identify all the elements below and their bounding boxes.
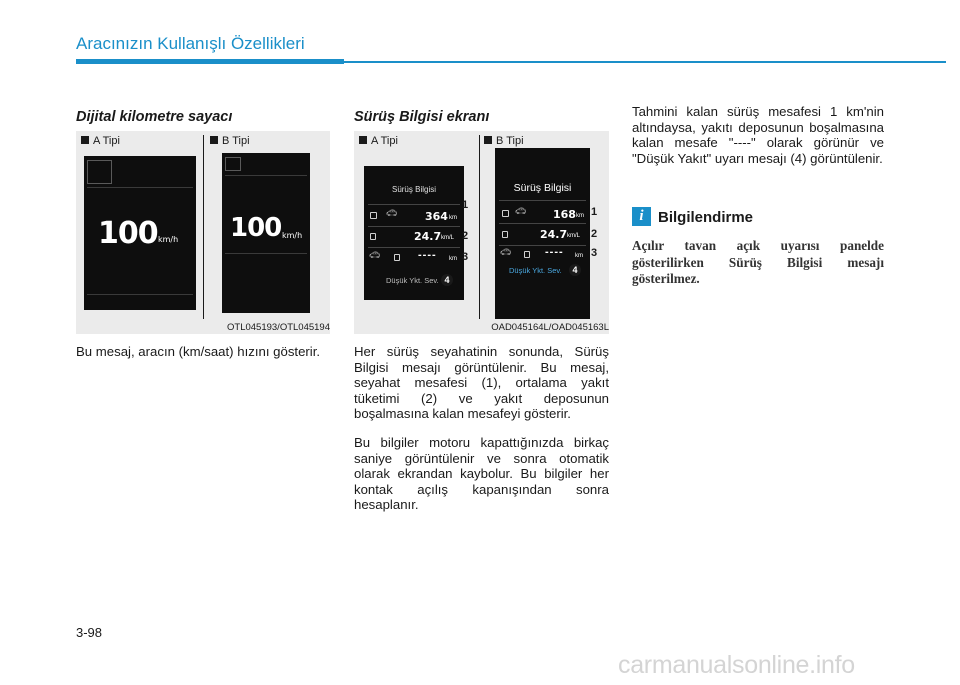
fuel-icon [394, 254, 400, 261]
car-icon: 🚗︎ [500, 247, 512, 257]
range-unit: km [575, 253, 583, 259]
figure-divider [203, 135, 204, 319]
speed-unit: km/h [158, 235, 179, 244]
trip-screen-title: Sürüş Bilgisi [391, 185, 436, 194]
trip-icon [370, 212, 377, 219]
callout-1: 1 [462, 199, 469, 211]
screen-divider [87, 187, 193, 188]
fuel-icon [370, 233, 376, 240]
low-fuel-warning: Düşük Ykt. Sev. [509, 266, 562, 275]
odometer-figure [76, 131, 330, 334]
screen-divider [225, 175, 307, 176]
watermark: carmanualsonline.info [618, 651, 855, 679]
odometer-screen-b [222, 153, 310, 313]
range-value: ---- [545, 246, 564, 258]
callout-4: 4 [569, 264, 581, 276]
screen-divider [87, 294, 193, 295]
callout-3: 3 [462, 251, 469, 263]
callout-1: 1 [591, 206, 598, 218]
square-bullet-icon [81, 136, 89, 144]
trip-distance-unit: km [449, 215, 457, 221]
display-corner-icon [87, 160, 112, 184]
figure-label-b: B Tipi [210, 135, 250, 147]
speed-value: 100 [230, 213, 282, 243]
car-icon: 🚗︎ [369, 250, 381, 260]
odometer-body: Bu mesaj, aracın (km/saat) hızını gösterir. [76, 344, 321, 359]
screen-divider [368, 247, 460, 248]
fuel-economy-value: 24.7 [414, 230, 442, 243]
fuel-economy-value: 24.7 [540, 228, 568, 241]
trip-body-1: Her sürüş seyahatinin sonunda, Sürüş Bilgisi mesajı görüntülenir. Bu mesaj, seyahat mesafesi (1), ortalama yakıt tüketimi (2) ve yakıt deposunun boşalmasına kalan mesafeyi gösterir. [354, 344, 609, 421]
page-number: 3-98 [76, 625, 103, 640]
range-unit: km [449, 256, 457, 262]
odometer-screen-a [84, 156, 196, 310]
figure-label-b: B Tipi [484, 135, 524, 147]
fuel-icon [524, 251, 530, 258]
callout-3: 3 [591, 247, 598, 259]
speed-unit: km/h [282, 231, 303, 240]
figure-label-a: A Tipi [81, 135, 120, 147]
figure-divider [479, 135, 480, 319]
square-bullet-icon [210, 136, 218, 144]
chapter-title: Aracınızın Kullanışlı Özellikleri [76, 34, 305, 53]
section-title-trip: Sürüş Bilgisi ekranı [354, 109, 490, 125]
info-text: Açılır tavan açık uyarısı panelde gösterilirken Sürüş Bilgisi mesajı gösterilmez. [632, 238, 884, 286]
speed-value: 100 [98, 216, 158, 251]
header-rule-thick [76, 59, 344, 64]
display-corner-icon [225, 157, 241, 171]
callout-4: 4 [441, 274, 453, 286]
screen-divider [499, 200, 586, 201]
screen-divider [499, 223, 586, 224]
car-icon: 🚗︎ [515, 206, 527, 216]
figure-code: OAD045164L/OAD045163L [491, 322, 609, 333]
car-icon: 🚗︎ [386, 208, 398, 218]
trip-screen-title: Sürüş Bilgisi [513, 182, 572, 194]
screen-divider [499, 245, 586, 246]
callout-2: 2 [462, 230, 469, 242]
trip-body-2: Bu bilgiler motoru kapattığınızda birkaç saniye görüntülenir ve sonra otomatik olarak ekrandan kaybolur. Bu bilgiler her kontak açılış kapanışından sonra hesaplanır. [354, 435, 609, 512]
range-body: Tahmini kalan sürüş mesafesi 1 km'nin altındaysa, yakıtı deposunun boşalmasına kalan mesafe "----" olarak görünür ve "Düşük Yakıt" uyarı mesajı (4) görüntülenir. [632, 104, 884, 166]
fuel-economy-unit: km/L [441, 235, 455, 241]
trip-distance-value: 168 [553, 208, 576, 221]
range-value: ---- [418, 249, 437, 261]
trip-distance-unit: km [576, 213, 584, 219]
fuel-economy-unit: km/L [567, 233, 581, 239]
fuel-icon [502, 231, 508, 238]
header-rule-thin [344, 61, 946, 63]
square-bullet-icon [359, 136, 367, 144]
figure-code: OTL045193/OTL045194 [227, 322, 330, 333]
trip-distance-value: 364 [425, 210, 448, 223]
square-bullet-icon [484, 136, 492, 144]
screen-divider [225, 253, 307, 254]
callout-2: 2 [591, 228, 598, 240]
section-title-odometer: Dijital kilometre sayacı [76, 109, 233, 125]
info-icon: i [632, 207, 651, 226]
screen-divider [368, 204, 460, 205]
screen-divider [368, 226, 460, 227]
low-fuel-warning: Düşük Ykt. Sev. [386, 276, 439, 285]
info-title: Bilgilendirme [658, 209, 754, 226]
trip-figure [354, 131, 609, 334]
trip-icon [502, 210, 509, 217]
trip-screen-b [495, 148, 590, 319]
figure-label-a: A Tipi [359, 135, 398, 147]
